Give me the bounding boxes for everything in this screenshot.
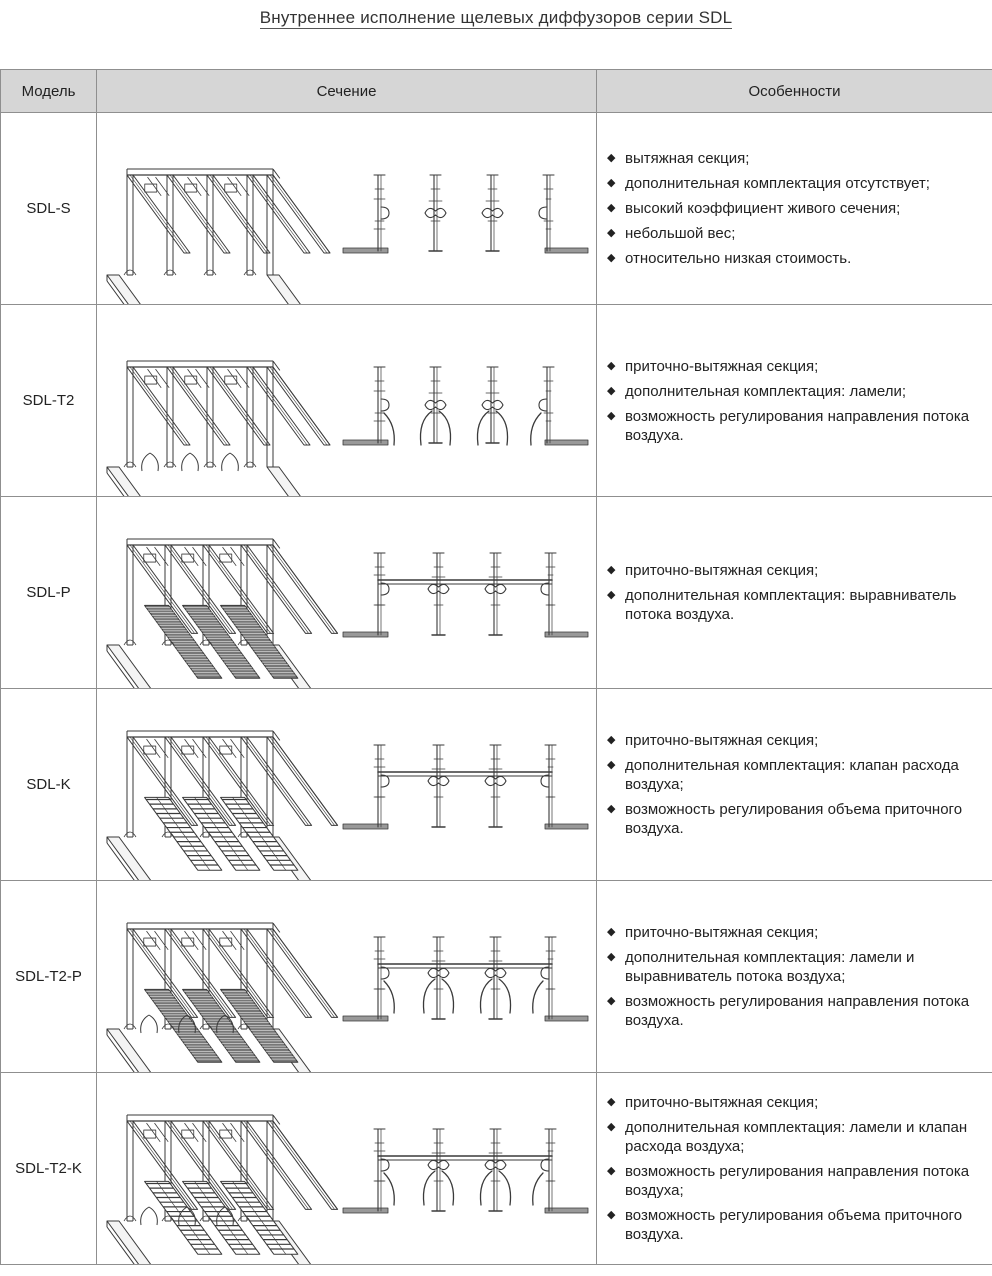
features-list [605, 1093, 982, 1244]
section-cell [97, 689, 597, 881]
isometric-view [107, 731, 344, 880]
feature-text: приточно-вытяжная секция; [625, 924, 819, 941]
features-cell [597, 113, 992, 305]
diamond-bullet-icon: ◆ [607, 589, 616, 601]
feature-text: дополнительная комплектация: ламели и клапан расхода воздуха; [625, 1119, 968, 1155]
diamond-bullet-icon: ◆ [607, 252, 616, 264]
diamond-bullet-icon: ◆ [607, 995, 616, 1007]
section-drawing [97, 1073, 596, 1264]
features-cell [597, 1073, 992, 1265]
feature-text: возможность регулирования направления потока воздуха; [625, 1163, 970, 1199]
diamond-bullet-icon: ◆ [607, 177, 616, 189]
cross-section-view [343, 553, 588, 637]
diamond-bullet-icon: ◆ [607, 759, 616, 771]
feature-item [605, 199, 982, 218]
model-cell: SDL-T2 [1, 305, 97, 497]
table-row [1, 305, 992, 497]
features-cell [597, 689, 992, 881]
section-drawing [97, 689, 596, 880]
diamond-bullet-icon: ◆ [607, 409, 616, 422]
feature-text: возможность регулирования объема приточного воздуха. [625, 1207, 963, 1243]
feature-item [605, 756, 982, 794]
feature-item [605, 923, 982, 942]
diamond-bullet-icon: ◆ [607, 926, 616, 938]
feature-text: возможность регулирования направления потока воздуха. [625, 993, 970, 1029]
feature-item [605, 731, 982, 750]
feature-item [605, 249, 982, 268]
feature-text: возможность регулирования направления потока воздуха. [625, 407, 970, 444]
features-cell [597, 497, 992, 689]
header-features: Особенности [597, 70, 992, 113]
feature-item [605, 948, 982, 986]
section-drawing [97, 497, 596, 688]
feature-text: вытяжная секция; [625, 150, 750, 167]
header-section: Сечение [97, 70, 597, 113]
table-row [1, 881, 992, 1073]
feature-text: возможность регулирования объема приточного воздуха. [625, 801, 963, 837]
table-row [1, 113, 992, 305]
feature-text: высокий коэффициент живого сечения; [625, 200, 901, 217]
page-title-wrap [0, 8, 992, 28]
isometric-view [107, 361, 336, 496]
diamond-bullet-icon: ◆ [607, 227, 616, 239]
cross-section-view [343, 745, 588, 829]
cross-section-view [343, 937, 588, 1021]
feature-item [605, 382, 982, 401]
features-cell [597, 305, 992, 497]
feature-item [605, 1206, 982, 1244]
model-cell: SDL-S [1, 113, 97, 305]
model-cell: SDL-P [1, 497, 97, 689]
features-list [605, 357, 982, 445]
section-drawing [97, 881, 596, 1072]
diamond-bullet-icon: ◆ [607, 1209, 616, 1221]
section-cell [97, 113, 597, 305]
isometric-view [107, 1115, 344, 1264]
diamond-bullet-icon: ◆ [607, 152, 616, 164]
feature-item [605, 174, 982, 193]
features-list [605, 561, 982, 624]
feature-text: приточно-вытяжная секция; [625, 357, 819, 375]
feature-text: небольшой вес; [625, 225, 736, 242]
table-header-row [1, 70, 992, 113]
diamond-bullet-icon: ◆ [607, 1096, 616, 1108]
isometric-view [107, 169, 336, 304]
diamond-bullet-icon: ◆ [607, 202, 616, 214]
section-cell [97, 1073, 597, 1265]
header-model: Модель [1, 70, 97, 113]
feature-item [605, 1162, 982, 1200]
diamond-bullet-icon: ◆ [607, 803, 616, 815]
diffuser-table [0, 69, 992, 1265]
section-cell [97, 881, 597, 1073]
isometric-view [107, 539, 344, 688]
section-cell [97, 497, 597, 689]
feature-text: дополнительная комплектация: клапан расхода воздуха; [625, 757, 959, 793]
feature-item [605, 992, 982, 1030]
cross-section-view [343, 175, 588, 253]
diamond-bullet-icon: ◆ [607, 384, 616, 397]
section-cell [97, 305, 597, 497]
diamond-bullet-icon: ◆ [607, 734, 616, 746]
feature-item [605, 586, 982, 624]
feature-item [605, 407, 982, 445]
table-row [1, 497, 992, 689]
features-list [605, 731, 982, 838]
cross-section-view [343, 367, 588, 445]
section-drawing [97, 305, 596, 496]
feature-text: приточно-вытяжная секция; [625, 562, 819, 579]
feature-text: дополнительная комплектация: ламели и выравниватель потока воздуха; [625, 949, 915, 985]
feature-text: приточно-вытяжная секция; [625, 732, 819, 749]
model-cell: SDL-T2-K [1, 1073, 97, 1265]
table-body [1, 113, 992, 1265]
section-drawing [97, 113, 596, 304]
features-list [605, 923, 982, 1030]
features-cell [597, 881, 992, 1073]
cross-section-view [343, 1129, 588, 1213]
table-row [1, 689, 992, 881]
model-cell: SDL-K [1, 689, 97, 881]
diamond-bullet-icon: ◆ [607, 359, 616, 372]
diamond-bullet-icon: ◆ [607, 564, 616, 576]
feature-item [605, 800, 982, 838]
diamond-bullet-icon: ◆ [607, 1165, 616, 1177]
feature-text: относительно низкая стоимость. [625, 250, 852, 267]
page-title: Внутреннее исполнение щелевых диффузоров серии SDL [259, 8, 733, 27]
feature-item [605, 561, 982, 580]
diamond-bullet-icon: ◆ [607, 951, 616, 963]
features-list [605, 149, 982, 268]
feature-text: дополнительная комплектация: ламели; [625, 382, 907, 400]
feature-item [605, 1118, 982, 1156]
feature-item [605, 1093, 982, 1112]
model-cell: SDL-T2-P [1, 881, 97, 1073]
feature-text: приточно-вытяжная секция; [625, 1094, 819, 1111]
table-row [1, 1073, 992, 1265]
feature-item [605, 224, 982, 243]
feature-text: дополнительная комплектация: выравниватель потока воздуха. [625, 587, 957, 623]
feature-item [605, 357, 982, 376]
isometric-view [107, 923, 344, 1072]
feature-text: дополнительная комплектация отсутствует; [625, 175, 930, 192]
diamond-bullet-icon: ◆ [607, 1121, 616, 1133]
feature-item [605, 149, 982, 168]
